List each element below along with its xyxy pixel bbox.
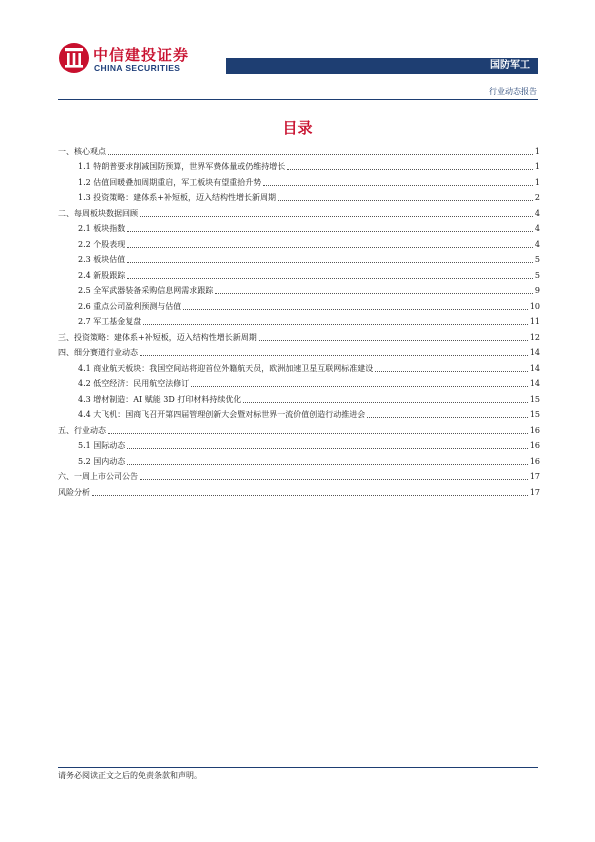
toc-page-number: 4: [534, 239, 540, 249]
toc-entry[interactable]: [58, 343, 540, 359]
toc-page-number: 5: [534, 270, 540, 280]
toc-entry-title: 2.1 板块指数: [78, 224, 126, 233]
toc-entry[interactable]: [58, 234, 540, 250]
table-of-contents: [58, 141, 540, 498]
toc-entry-title: 5.2 国内动态: [78, 456, 126, 466]
toc-entry[interactable]: [58, 157, 540, 173]
toc-page-number: 2: [534, 193, 540, 202]
report-type: 行业动态报告: [489, 87, 537, 96]
toc-entry-title: 一、核心观点: [58, 146, 106, 156]
toc-entry-title: 1.2 估值回暖叠加周期重启，军工板块有望重拾升势: [78, 177, 262, 187]
toc-dot-leader: [92, 495, 528, 496]
toc-page-number: 5: [534, 255, 540, 264]
toc-entry-title: 2.4 新股跟踪: [78, 270, 126, 280]
toc-dot-leader: [127, 231, 533, 232]
toc-entry[interactable]: [58, 312, 540, 328]
toc-entry[interactable]: [58, 296, 540, 312]
toc-entry[interactable]: [58, 172, 540, 188]
toc-entry-title: 五、行业动态: [58, 425, 106, 435]
toc-page-number: 16: [529, 456, 540, 466]
toc-entry-title: 4.4 大飞机：国商飞召开第四届管理创新大会暨对标世界一流价值创造行动推进会: [78, 410, 366, 419]
toc-entry-title: 2.3 板块估值: [78, 255, 126, 264]
toc-dot-leader: [108, 433, 528, 434]
toc-page-number: 16: [529, 425, 540, 435]
toc-page-number: 1: [534, 162, 540, 171]
toc-dot-leader: [127, 464, 528, 465]
toc-entry[interactable]: [58, 188, 540, 204]
toc-dot-leader: [127, 448, 528, 449]
toc-entry[interactable]: [58, 405, 540, 421]
toc-entry[interactable]: [58, 203, 540, 219]
toc-entry-title: 二、每周板块数据回顾: [58, 208, 138, 218]
toc-entry[interactable]: [58, 374, 540, 390]
toc-entry-title: 1.3 投资策略：建体系+补短板，迈入结构性增长新周期: [78, 193, 276, 202]
toc-entry-title: 2.5 全军武器装备采购信息网需求跟踪: [78, 286, 214, 295]
toc-dot-leader: [140, 479, 528, 480]
toc-dot-leader: [140, 355, 528, 356]
toc-dot-leader: [127, 278, 533, 279]
toc-dot-leader: [243, 402, 527, 403]
toc-dot-leader: [263, 185, 533, 186]
toc-page-number: 14: [529, 363, 540, 373]
toc-page-number: 14: [529, 379, 540, 388]
toc-entry-title: 四、细分赛道行业动态: [58, 348, 138, 357]
toc-dot-leader: [108, 154, 533, 155]
toc-entry-title: 六、一周上市公司公告: [58, 472, 138, 481]
toc-entry[interactable]: [58, 141, 540, 157]
toc-entry-title: 4.1 商业航天板块：我国空间站将迎首位外籍航天员，欧洲加速卫星互联网标准建设: [78, 363, 374, 373]
sector-label: 国防军工: [490, 60, 530, 71]
citic-emblem-icon: [58, 42, 90, 74]
toc-page-number: 12: [529, 332, 540, 342]
toc-entry[interactable]: [58, 358, 540, 374]
toc-page-number: 17: [529, 472, 540, 481]
toc-entry-title: 5.1 国际动态: [78, 441, 126, 450]
company-name-cn: 中信建投证券: [93, 46, 190, 64]
toc-entry-title: 风险分析: [58, 487, 90, 497]
toc-page-number: 15: [529, 410, 540, 419]
toc-entry-title: 4.2 低空经济：民用航空法修订: [78, 379, 190, 388]
disclaimer-note: 请务必阅读正文之后的免责条款和声明。: [58, 771, 202, 780]
toc-page-number: 15: [529, 394, 540, 404]
toc-dot-leader: [259, 340, 528, 341]
toc-entry-title: 4.3 增材制造：AI 赋能 3D 打印材料持续优化: [78, 394, 242, 404]
toc-dot-leader: [140, 216, 533, 217]
toc-dot-leader: [375, 371, 528, 372]
header-divider: [58, 99, 538, 100]
toc-dot-leader: [143, 324, 528, 325]
toc-entry[interactable]: [58, 467, 540, 483]
footer-divider: [58, 767, 538, 768]
toc-entry[interactable]: [58, 389, 540, 405]
toc-title: 目录: [282, 119, 313, 137]
company-logo: [58, 42, 218, 78]
toc-page-number: 4: [534, 224, 540, 233]
toc-dot-leader: [183, 309, 528, 310]
toc-entry[interactable]: [58, 219, 540, 235]
toc-entry[interactable]: [58, 420, 540, 436]
toc-page-number: 9: [534, 286, 540, 295]
sector-banner: [226, 58, 538, 74]
company-name-en: CHINA SECURITIES: [94, 63, 181, 73]
toc-entry[interactable]: [58, 265, 540, 281]
toc-page-number: 4: [534, 208, 540, 218]
toc-dot-leader: [287, 169, 533, 170]
toc-entry-title: 2.2 个股表现: [78, 239, 126, 249]
toc-entry-title: 三、投资策略：建体系+补短板，迈入结构性增长新周期: [58, 332, 257, 342]
toc-dot-leader: [367, 417, 528, 418]
toc-page-number: 1: [534, 177, 540, 187]
toc-entry[interactable]: [58, 482, 540, 498]
toc-entry[interactable]: [58, 281, 540, 297]
toc-entry[interactable]: [58, 451, 540, 467]
toc-page-number: 14: [529, 348, 540, 357]
toc-dot-leader: [191, 386, 528, 387]
toc-entry-title: 2.7 军工基金复盘: [78, 317, 142, 326]
toc-entry[interactable]: [58, 327, 540, 343]
toc-dot-leader: [127, 262, 533, 263]
toc-page-number: 16: [529, 441, 540, 450]
toc-page-number: 10: [529, 301, 540, 311]
toc-dot-leader: [215, 293, 533, 294]
toc-dot-leader: [278, 200, 533, 201]
toc-entry[interactable]: [58, 250, 540, 266]
toc-page-number: 11: [529, 317, 540, 326]
toc-page-number: 17: [529, 487, 540, 497]
toc-page-number: 1: [534, 146, 540, 156]
toc-entry-title: 1.1 特朗普要求削减国防预算，世界军费体量或仍维持增长: [78, 162, 286, 171]
toc-entry[interactable]: [58, 436, 540, 452]
toc-dot-leader: [127, 247, 533, 248]
toc-entry-title: 2.6 重点公司盈利预测与估值: [78, 301, 182, 311]
